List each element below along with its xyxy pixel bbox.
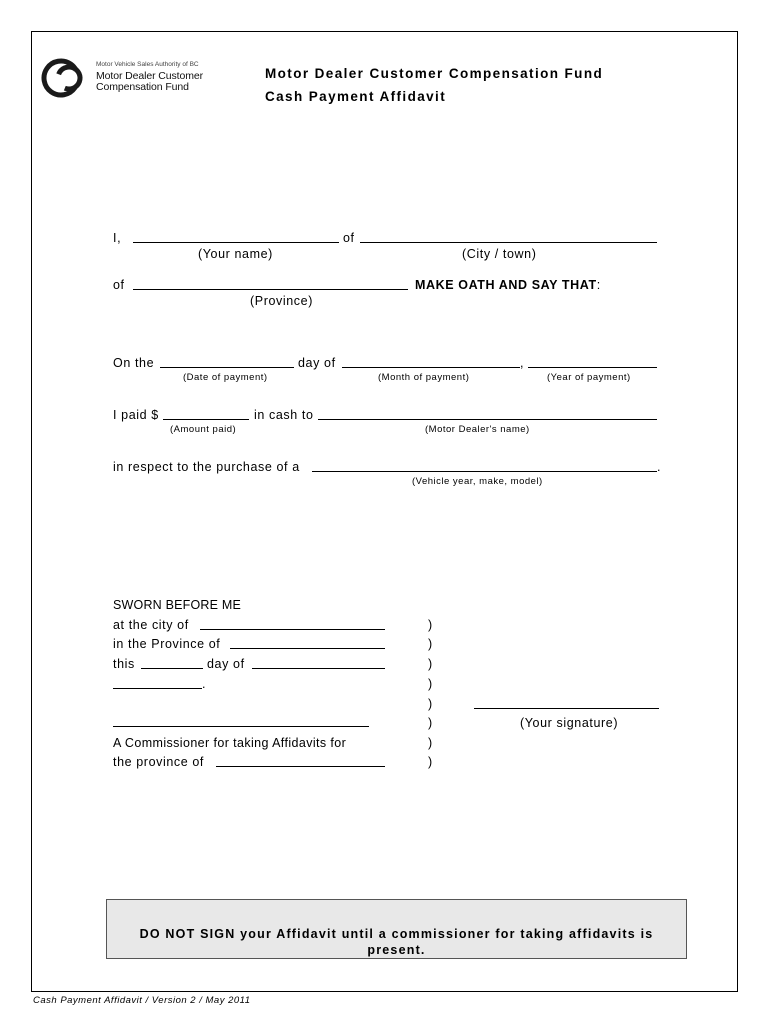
amount-field[interactable]	[163, 419, 249, 420]
paren-6: )	[428, 716, 433, 730]
caption-year: (Year of payment)	[547, 372, 631, 383]
commissioner-signature-field[interactable]	[113, 726, 369, 727]
caption-date: (Date of payment)	[183, 372, 268, 383]
vehicle-field[interactable]	[312, 471, 657, 472]
caption-city-town: (City / town)	[462, 247, 537, 261]
caption-dealer: (Motor Dealer's name)	[425, 424, 530, 435]
your-name-field[interactable]	[133, 242, 339, 243]
province-field[interactable]	[133, 289, 408, 290]
month-field[interactable]	[342, 367, 520, 368]
label-commissioner: A Commissioner for taking Affidavits for	[113, 736, 347, 750]
label-sworn-day-of: day of	[207, 657, 245, 671]
label-of: of	[343, 231, 355, 245]
logo-line2: Compensation Fund	[96, 81, 189, 93]
sworn-month-field[interactable]	[252, 668, 385, 669]
make-oath-text	[415, 278, 601, 292]
paren-4: )	[428, 677, 433, 691]
caption-amount: (Amount paid)	[170, 424, 237, 435]
label-comma: ,	[520, 356, 525, 370]
commissioner-province-field[interactable]	[216, 766, 385, 767]
paren-3: )	[428, 657, 433, 671]
make-oath-bold: MAKE OATH AND SAY THAT	[415, 278, 597, 292]
logo-icon	[41, 54, 89, 102]
dealer-name-field[interactable]	[318, 419, 657, 420]
label-this: this	[113, 657, 135, 671]
sworn-day-field[interactable]	[141, 668, 203, 669]
page-subtitle: Cash Payment Affidavit	[265, 89, 447, 104]
label-at-city-of: at the city of	[113, 618, 189, 632]
caption-your-name: (Your name)	[198, 247, 273, 261]
paren-5: )	[428, 697, 433, 711]
notice-box	[106, 899, 687, 959]
year-field[interactable]	[528, 367, 657, 368]
city-town-field[interactable]	[360, 242, 657, 243]
label-period: .	[657, 460, 662, 474]
sworn-city-field[interactable]	[200, 629, 385, 630]
label-i-paid: I paid $	[113, 408, 159, 422]
paren-1: )	[428, 618, 433, 632]
caption-vehicle: (Vehicle year, make, model)	[412, 476, 543, 487]
make-oath-colon: :	[596, 278, 601, 292]
paren-7: )	[428, 736, 433, 750]
notice-text: DO NOT SIGN your Affidavit until a commissioner for taking affidavits is present.	[139, 927, 654, 957]
paren-8: )	[428, 755, 433, 769]
page-title: Motor Dealer Customer Compensation Fund	[265, 66, 604, 81]
date-field[interactable]	[160, 367, 294, 368]
label-on-the: On the	[113, 356, 155, 370]
sworn-year-period: .	[202, 677, 207, 691]
sworn-heading: SWORN BEFORE ME	[113, 598, 242, 612]
caption-month: (Month of payment)	[378, 372, 470, 383]
label-in-respect: in respect to the purchase of a	[113, 460, 300, 474]
sworn-year-field[interactable]	[113, 688, 202, 689]
footer-text: Cash Payment Affidavit / Version 2 / May 2011	[33, 995, 251, 1006]
page-border	[31, 31, 738, 992]
logo-line1: Motor Dealer Customer	[96, 70, 204, 82]
your-signature-field[interactable]	[474, 708, 659, 709]
label-the-province-of: the province of	[113, 755, 204, 769]
label-of-province: of	[113, 278, 125, 292]
paren-2: )	[428, 637, 433, 651]
caption-your-signature: (Your signature)	[520, 716, 619, 730]
label-in-cash-to: in cash to	[254, 408, 314, 422]
sworn-province-field[interactable]	[230, 648, 385, 649]
label-i: I,	[113, 231, 122, 245]
label-day-of: day of	[298, 356, 336, 370]
caption-province: (Province)	[250, 294, 313, 308]
label-in-province-of: in the Province of	[113, 637, 221, 651]
logo-authority-text: Motor Vehicle Sales Authority of BC	[96, 61, 199, 68]
